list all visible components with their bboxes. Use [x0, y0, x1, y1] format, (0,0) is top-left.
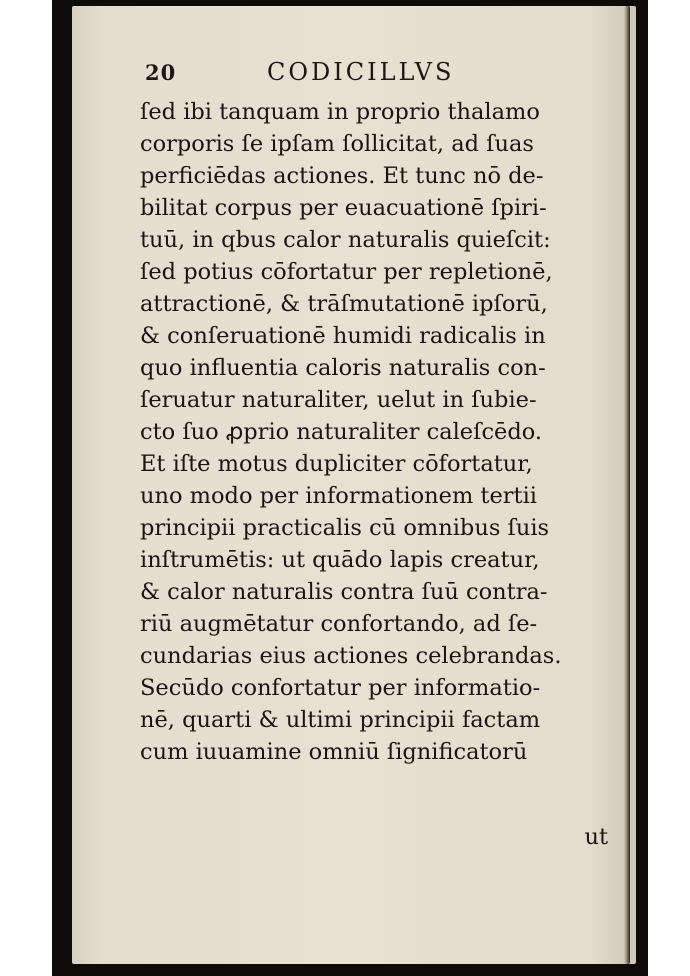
text-line: attractionē, & trāſmutationē ipſorū,	[140, 291, 548, 317]
text-line: ſeruatur naturaliter, uelut in ſubie-	[140, 387, 537, 413]
text-line: quo influentia caloris naturalis con-	[140, 355, 546, 381]
text-line: uno modo per informationem tertii	[140, 483, 537, 509]
body-text	[140, 96, 562, 768]
text-line: perficiēdas actiones. Et tunc nō de-	[140, 163, 544, 189]
text-line: & conſeruationē humidi radicalis in	[140, 323, 546, 349]
text-line: principii practicalis cū omnibus ſuis	[140, 515, 550, 541]
text-line: inſtrumētis: ut quādo lapis creatur,	[140, 547, 540, 573]
text-line: cto ſuo ꝓprio naturaliter caleſcēdo.	[140, 419, 543, 445]
page-number: 20	[145, 60, 177, 85]
text-line: ſed ibi tanquam in proprio thalamo	[140, 99, 540, 125]
page-header	[145, 58, 505, 92]
page-edge	[624, 6, 630, 964]
text-line: bilitat corpus per euacuationē ſpiri-	[140, 195, 547, 221]
text-line: Secūdo confortatur per informatio-	[140, 675, 541, 701]
text-line: ſed potius cōfortatur per repletionē,	[140, 259, 553, 285]
text-line: & calor naturalis contra ſuū contra-	[140, 579, 548, 605]
catchword: ut	[584, 824, 608, 850]
text-line: riū augmētatur confortando, ad ſe-	[140, 611, 538, 637]
text-line: tuū, in qbus calor naturalis quieſcit:	[140, 227, 551, 253]
text-line: nē, quarti & ultimi principii factam	[140, 707, 541, 733]
text-line: Et iſte motus dupliciter cōfortatur,	[140, 451, 533, 477]
text-line: corporis ſe ipſam ſollicitat, ad ſuas	[140, 131, 534, 157]
text-line: cundarias eius actiones celebrandas.	[140, 643, 562, 669]
text-line: cum iuuamine omniū ſignificatorū	[140, 739, 528, 765]
running-title: CODICILLVS	[267, 58, 455, 86]
